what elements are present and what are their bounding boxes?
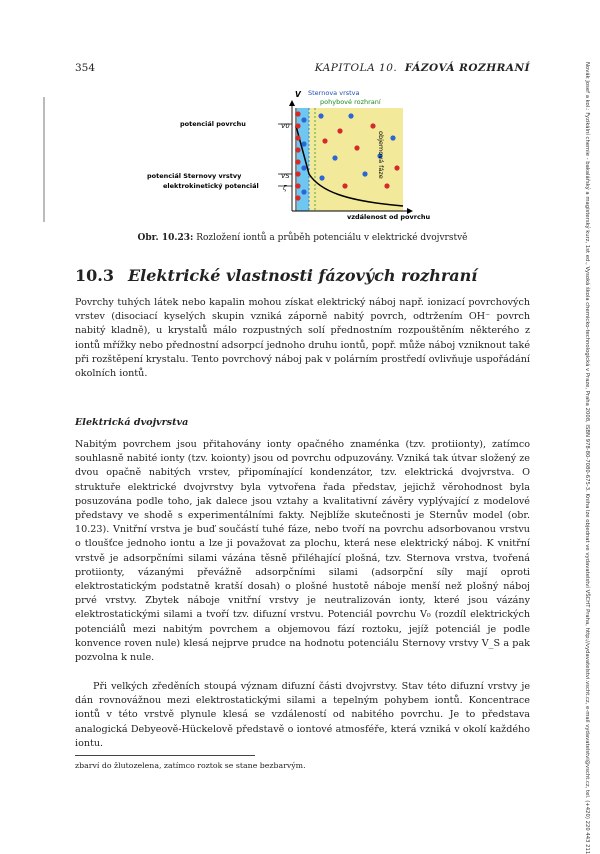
cation-ion [295,159,300,164]
section-title: Elektrické vlastnosti fázových rozhraní [127,266,478,285]
page-number: 354 [75,62,96,74]
surface-potential-label: potenciál povrchu [180,120,246,128]
zeta-potential-label: elektrokinetický potenciál [163,182,259,190]
page-header [75,62,530,78]
figure-caption [75,233,530,243]
paragraph-1: Povrchy tuhých látek nebo kapalin mohou získat elektrický náboj např. ionizací povrchových vrstev (disociací kyselých skupin vzniká záporně nabitý povrch, odtržením OH⁻ povrch nabitý kladně), u krystalů málo rozpustných solí přednostním rozpouštěním některého z iontů mřížky nebo přednostní adsorpcí jednoho druhu iontů, popř. může náboj vzniknout také při rozštěpení krystalu. Tento povrchový náboj pak v polárním prostředí ovlivňuje uspořádání okolních iontů. [75,297,530,380]
anion-ion [362,171,367,176]
stern-potential-label: potenciál Sternovy vrstvy [147,172,242,180]
stern-layer-label: Sternova vrstva [308,89,360,97]
cation-ion [342,183,347,188]
mobile-boundary-label: pohybové rozhraní [320,98,381,106]
cation-ion [384,183,389,188]
cation-ion [322,138,327,143]
anion-ion [301,141,306,146]
running-head [315,62,530,74]
anion-ion [332,155,337,160]
cation-ion [295,183,300,188]
caption-text: Rozložení iontů a průběh potenciálu v elektrické dvojvrstvě [196,233,468,243]
axis-arrow-up [289,100,295,106]
anion-ion [348,113,353,118]
anion-ion [301,165,306,170]
side-note [583,62,591,854]
running-head-title: FÁZOVÁ ROZHRANÍ [404,62,530,74]
running-head-prefix: KAPITOLA 10. [314,62,398,74]
vs-label: VS [281,172,290,180]
figure-svg [147,86,435,221]
footnote-rule [75,755,255,756]
anion-ion [301,117,306,122]
distance-label: vzdálenost od povrchu [347,213,431,221]
bulk-region [309,108,403,211]
paragraph-2: Nabitým povrchem jsou přitahovány ionty opačného znaménka (tzv. protiionty), zatímco souhlasně nabité ionty (tzv. koionty) jsou od povrchu odpuzovány. Vzniká tak útvar složený ze dvou opačně nabitých vrstev, připomínající kondenzátor, tzv. elektrická dvojvrstva. O struktuře elektrické dvojvrstvy byla vytvořena řada představ, jejichž věrohodnost byla posuzována podle toho, jak dalece jsou vztahy a kvalitativní závěry vyplývající z modelové představy ve shodě s experimentálními fakty. Nejblíže skutečnosti je Sternův model (obr. 10.23). Vnitřní vrstva je buď součástí tuhé fáze, nebo tvoří na povrchu adsorbovanou vrstvu o tloušťce jednoho iontu a lze ji považovat za plochu, která nese elektrický náboj. K vnitřní vrstvě je adsorpčními silami vázána těsně přiléhající plošná, tzv. Sternova vrstva, tvořená protiionty, vázanými převážně adsorpčními silami (adsorpční síly mají oproti elektrostatickým podstatně kratší dosah) o plošné hustotě náboje menší než plošný náboj prvé vrstvy. Zbytek náboje vnitřní vrstvy je neutralizován ionty, které jsou vázány elektrostatickými silami a tvoří tzv. difuzní vrstvu. Potenciál povrchu V₀ (rozdíl elektrických potenciálů mezi nabitým povrchem a objemovou fází roztoku, jejíž potenciál je podle konvence roven nule) klesá nejprve prudce na hodnotu potenciálu Sternovy vrstvy V_S a pak pozvolna k nule. [75,439,530,664]
surface-wall [295,108,297,211]
anion-ion [318,113,323,118]
double-layer-figure [147,86,435,221]
bulk-phase-label: objemová fáze [377,131,385,179]
cation-ion [370,123,375,128]
anion-ion [319,175,324,180]
v0-label: V0 [281,122,290,130]
cation-ion [354,145,359,150]
side-note-text: Novák Josef a kol.: Fyzikální chemie - bakalářský a magisterský kurz, 1st ed., Vysoká škola chemicko-technologická v Praze, Praha 2008, ISBN 978-80-7080-675-3. Kniha lze objednat ve vydavatelství VŠCHT Praha, http://vydavatelstvi.vscht.cz, e-mail vydavatelstvi@vscht.cz, tel. (+420) 220 443 211 [584,62,590,854]
cation-ion [295,171,300,176]
v-axis-label: V [295,90,301,99]
caption-label: Obr. 10.23: [137,233,194,243]
change-bar [43,97,45,222]
paragraph-3: Při velkých zředěních stoupá význam difuzní části dvojvrstvy. Stav této difuzní vrstvy je dán rovnovážnou mezi elektrostatickými silami a tepelným pohybem iontů. Koncentrace iontů v této vrstvě plynule klesá se vzdáleností od nabitého povrchu. Je to představa analogická Debyeově-Hückelově představě o iontové atmosféře, která vzniká v okolí každého iontu. [75,681,530,749]
anion-ion [390,135,395,140]
subheading: Elektrická dvojvrstva [75,417,189,428]
cation-ion [295,195,300,200]
anion-ion [301,189,306,194]
footnote: zbarví do žlutozelena, zatímco roztok se stane bezbarvým. [75,761,306,770]
cation-ion [295,111,300,116]
cation-ion [295,123,300,128]
section-number: 10.3 [75,266,114,285]
zeta-symbol-label: ζ [283,184,287,192]
section-heading [75,266,530,285]
cation-ion [394,165,399,170]
cation-ion [295,147,300,152]
cation-ion [337,128,342,133]
cation-ion [295,135,300,140]
